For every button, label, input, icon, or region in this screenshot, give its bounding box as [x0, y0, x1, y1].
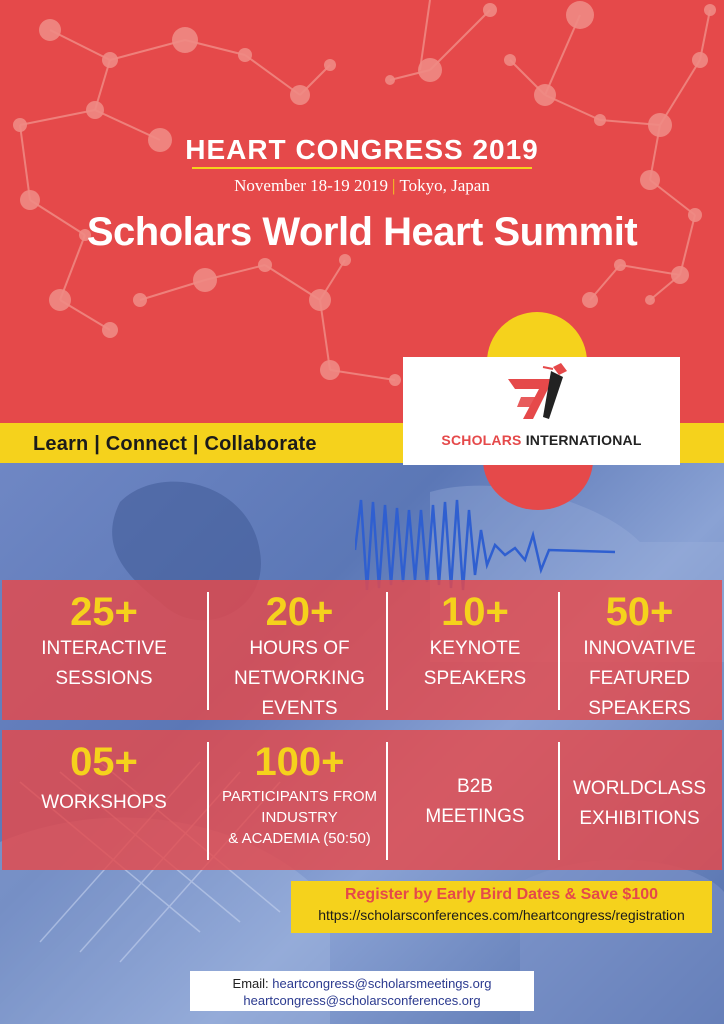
logo-word-international: INTERNATIONAL: [525, 432, 642, 448]
logo-wordmark: [403, 432, 680, 448]
title-underline: [192, 167, 532, 169]
stat-divider: [207, 592, 209, 710]
stat-value: 100+: [254, 740, 345, 784]
summit-title: Scholars World Heart Summit: [86, 210, 638, 254]
event-date-location: [0, 176, 724, 196]
event-dates: November 18-19 2019: [234, 176, 389, 195]
stat-label: WORLDCLASS EXHIBITIONS: [572, 778, 707, 829]
stat-divider: [386, 592, 388, 710]
stats-panel-row-2: [2, 730, 722, 870]
stat-divider: [558, 592, 560, 710]
stat-label: PARTICIPANTS FROM INDUSTRY & ACADEMIA (50:50): [221, 788, 377, 847]
stats-panel-row-1: [2, 580, 722, 720]
congress-title: HEART CONGRESS 2019: [185, 134, 539, 165]
stat-divider: [386, 742, 388, 860]
email-link-1[interactable]: heartcongress@scholarsmeetings.org: [272, 976, 492, 991]
stat-value: 10+: [441, 590, 509, 634]
registration-headline: Register by Early Bird Dates & Save $100: [344, 886, 659, 903]
stat-value: 20+: [265, 590, 334, 634]
stat-divider: [207, 742, 209, 860]
stat-value: 05+: [70, 740, 138, 784]
contact-email-box: [190, 971, 534, 1011]
stat-label: HOURS OF NETWORKING EVENTS: [234, 638, 365, 719]
stat-interactive-sessions: [4, 580, 204, 720]
event-location: Tokyo, Japan: [399, 176, 490, 195]
stat-divider: [558, 742, 560, 860]
registration-banner[interactable]: [291, 881, 712, 933]
scholars-logo-icon: [403, 357, 680, 432]
date-location-separator: |: [392, 176, 396, 195]
stat-value: 50+: [605, 590, 674, 634]
tagline: Learn | Connect | Collaborate: [33, 433, 317, 455]
stat-workshops: [4, 730, 204, 870]
stat-featured-speakers: [562, 580, 717, 720]
stat-label: B2B MEETINGS: [425, 776, 525, 827]
stat-label: INNOVATIVE FEATURED SPEAKERS: [583, 638, 696, 719]
stat-keynote-speakers: [390, 580, 560, 720]
email-label: Email:: [232, 976, 269, 991]
stat-value: 25+: [70, 590, 138, 634]
stat-participants: [212, 730, 387, 870]
stat-exhibitions: [562, 730, 717, 870]
stat-label: KEYNOTE SPEAKERS: [423, 638, 527, 689]
logo-word-scholars: SCHOLARS: [441, 432, 522, 448]
stat-b2b-meetings: [390, 730, 560, 870]
registration-link[interactable]: https://scholarsconferences.com/heartcongress/registration: [318, 907, 685, 923]
email-link-2[interactable]: heartcongress@scholarsconferences.org: [243, 993, 481, 1008]
stat-networking-hours: [212, 580, 387, 720]
stat-label: WORKSHOPS: [41, 792, 167, 813]
stat-label: INTERACTIVE SESSIONS: [41, 638, 167, 689]
logo-panel: [403, 357, 680, 465]
